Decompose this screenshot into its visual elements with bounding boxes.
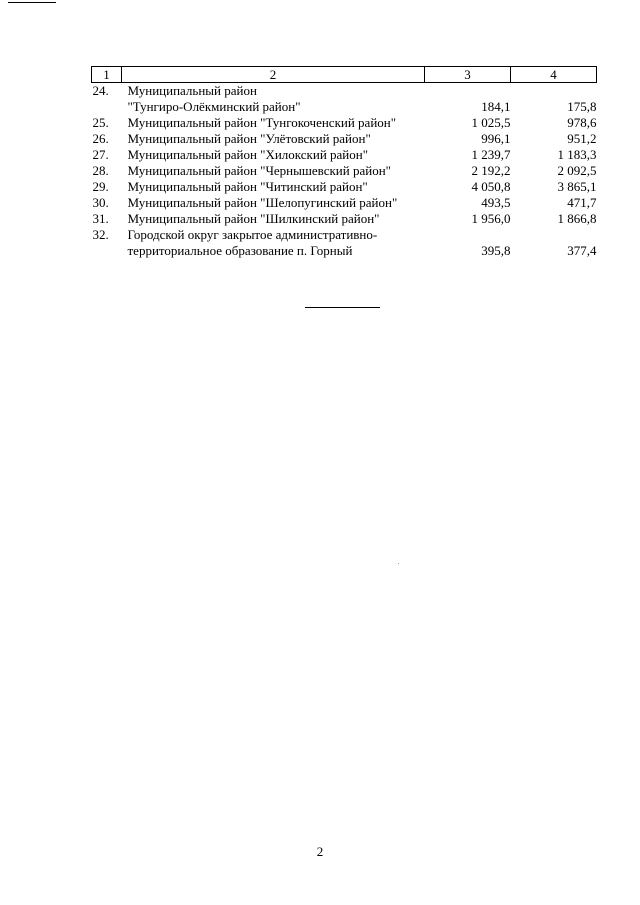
row-value-col-4: 3 865,1 bbox=[557, 179, 597, 194]
row-name bbox=[122, 227, 425, 259]
row-name-line: "Тунгиро-Олёкминский район" bbox=[127, 99, 301, 114]
row-name-line: Городской округ закрытое административно- bbox=[127, 227, 378, 242]
row-number: 25. bbox=[92, 115, 109, 130]
table-header-row bbox=[92, 67, 597, 83]
row-name bbox=[122, 83, 425, 116]
row-value-col-3: 1 956,0 bbox=[471, 211, 511, 226]
row-name bbox=[122, 163, 425, 179]
row-value-col-4: 471,7 bbox=[567, 195, 597, 210]
row-name-line: Муниципальный район "Шелопугинский район" bbox=[127, 195, 398, 210]
row-number: 30. bbox=[92, 195, 109, 210]
header-col-1: 1 bbox=[92, 67, 122, 83]
table-row bbox=[92, 195, 597, 211]
table-row bbox=[92, 131, 597, 147]
row-value-col-4: 1 866,8 bbox=[557, 211, 597, 226]
table-row bbox=[92, 163, 597, 179]
header-col-2: 2 bbox=[122, 67, 425, 83]
row-value-col-4: 2 092,5 bbox=[557, 163, 597, 178]
row-name bbox=[122, 115, 425, 131]
row-name bbox=[122, 131, 425, 147]
row-value-col-4: 175,8 bbox=[567, 99, 597, 114]
row-value-col-3: 493,5 bbox=[481, 195, 511, 210]
row-value-col-4: 1 183,3 bbox=[557, 147, 597, 162]
table-row bbox=[92, 179, 597, 195]
row-number: 32. bbox=[92, 227, 109, 242]
row-number: 27. bbox=[92, 147, 109, 162]
table-row bbox=[92, 147, 597, 163]
header-col-4: 4 bbox=[511, 67, 597, 83]
row-value-col-4: 377,4 bbox=[567, 243, 597, 258]
end-of-table-rule bbox=[305, 307, 380, 308]
row-number: 29. bbox=[92, 179, 109, 194]
page-number: 2 bbox=[316, 844, 324, 859]
row-value-col-3: 184,1 bbox=[481, 99, 511, 114]
row-value-col-3: 1 025,5 bbox=[471, 115, 511, 130]
row-number: 28. bbox=[92, 163, 109, 178]
row-number: 24. bbox=[92, 83, 109, 98]
row-value-col-4: 951,2 bbox=[567, 131, 597, 146]
row-name bbox=[122, 147, 425, 163]
row-value-col-3: 996,1 bbox=[481, 131, 511, 146]
top-margin-rule bbox=[8, 2, 56, 3]
row-name-line: Муниципальный район "Шилкинский район" bbox=[127, 211, 380, 226]
scan-speck bbox=[398, 563, 399, 564]
row-name-line: территориальное образование п. Горный bbox=[127, 243, 353, 258]
row-name bbox=[122, 195, 425, 211]
table-row bbox=[92, 115, 597, 131]
row-name-line: Муниципальный район "Улётовский район" bbox=[127, 131, 371, 146]
table-body bbox=[92, 83, 597, 260]
row-value-col-3: 1 239,7 bbox=[471, 147, 511, 162]
row-value-col-3: 395,8 bbox=[481, 243, 511, 258]
row-number: 31. bbox=[92, 211, 109, 226]
row-name-line: Муниципальный район bbox=[127, 83, 257, 98]
data-table-container bbox=[91, 66, 596, 259]
row-value-col-4: 978,6 bbox=[567, 115, 597, 130]
row-value-col-3: 2 192,2 bbox=[471, 163, 511, 178]
row-name-line: Муниципальный район "Тунгокоченский район" bbox=[127, 115, 397, 130]
row-value-col-3: 4 050,8 bbox=[471, 179, 511, 194]
table-row bbox=[92, 211, 597, 227]
row-name bbox=[122, 179, 425, 195]
table-row bbox=[92, 227, 597, 259]
row-name-line: Муниципальный район "Хилокский район" bbox=[127, 147, 369, 162]
row-number: 26. bbox=[92, 131, 109, 146]
row-name-line: Муниципальный район "Чернышевский район" bbox=[127, 163, 391, 178]
header-col-3: 3 bbox=[425, 67, 511, 83]
row-name-line: Муниципальный район "Читинский район" bbox=[127, 179, 368, 194]
table-row bbox=[92, 83, 597, 116]
row-name bbox=[122, 211, 425, 227]
data-table bbox=[91, 66, 597, 259]
